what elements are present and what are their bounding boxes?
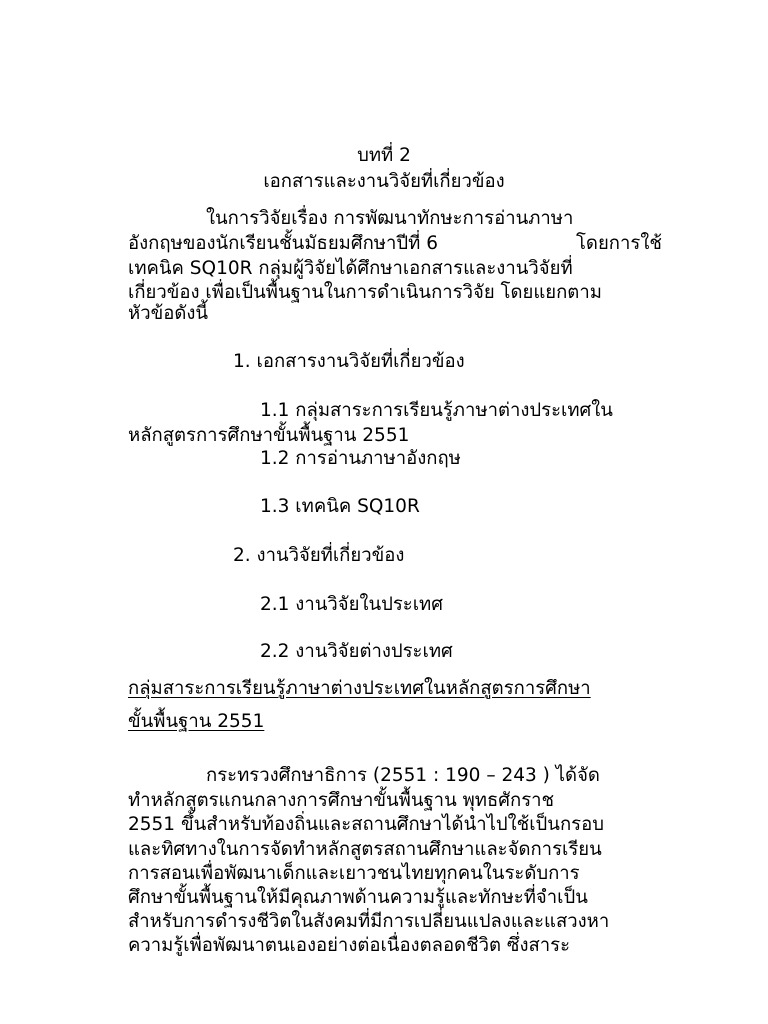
intro-line-5: หัวข้อดังนี้	[128, 303, 209, 324]
outline-item-2: 2. งานวิจัยที่เกี่ยวข้อง	[233, 545, 405, 566]
section-heading-line-1: กลุ่มสาระการเรียนรู้ภาษาต่างประเทศในหลักสูตรการศึกษา	[128, 678, 591, 699]
body-line-1: กระทรวงศึกษาธิการ (2551 : 190 – 243 ) ได้จัด	[206, 765, 600, 786]
intro-line-2-end: โดยการใช้	[576, 233, 662, 254]
outline-item-1-2: 1.2 การอ่านภาษาอังกฤษ	[260, 448, 461, 469]
body-line-4: และทิศทางในการจัดทำหลักสูตรสถานศึกษาและจัดการเรียน	[128, 839, 602, 860]
chapter-subtitle: เอกสารและงานวิจัยที่เกี่ยวข้อง	[263, 171, 505, 192]
body-line-3: 2551 ขึ้นสำหรับท้องถิ่นและสถานศึกษาได้นำไปใช้เป็นกรอบ	[128, 814, 604, 835]
section-heading-line-2: ขั้นพื้นฐาน 2551	[128, 711, 265, 732]
intro-line-4: เกี่ยวข้อง เพื่อเป็นพื้นฐานในการดำเนินการวิจัย โดยแยกตาม	[128, 282, 602, 303]
chapter-title: บทที่ 2	[357, 145, 411, 166]
outline-item-1-3: 1.3 เทคนิค SQ10R	[260, 496, 420, 517]
body-line-8: ความรู้เพื่อพัฒนาตนเองอย่างต่อเนื่องตลอดชีวิต ซึ่งสาระ	[128, 935, 571, 956]
outline-item-2-1: 2.1 งานวิจัยในประเทศ	[260, 594, 443, 615]
outline-item-2-2: 2.2 งานวิจัยต่างประเทศ	[260, 641, 453, 662]
intro-line-1: ในการวิจัยเรื่อง การพัฒนาทักษะการอ่านภาษา	[206, 208, 574, 229]
body-line-7: สำหรับการดำรงชีวิตในสังคมที่มีการเปลี่ยนแปลงและแสวงหา	[128, 911, 610, 932]
outline-item-1-1: 1.1 กลุ่มสาระการเรียนรู้ภาษาต่างประเทศใน	[260, 400, 613, 421]
body-line-2: ทำหลักสูตรแกนกลางการศึกษาขั้นพื้นฐาน พุทธศักราช	[128, 790, 555, 811]
body-line-5: การสอนเพื่อพัฒนาเด็กและเยาวชนไทยทุกคนในระดับการ	[128, 863, 580, 884]
intro-line-2: อังกฤษของนักเรียนชั้นมัธยมศึกษาปีที่ 6	[128, 233, 438, 254]
intro-line-3: เทคนิค SQ10R กลุ่มผู้วิจัยได้ศึกษาเอกสารและงานวิจัยที่	[128, 258, 573, 279]
outline-item-1: 1. เอกสารงานวิจัยที่เกี่ยวข้อง	[233, 351, 465, 372]
outline-item-1-1-cont: หลักสูตรการศึกษาขั้นพื้นฐาน 2551	[128, 425, 410, 446]
body-line-6: ศึกษาขั้นพื้นฐานให้มีคุณภาพด้านความรู้และทักษะที่จำเป็น	[128, 887, 588, 908]
